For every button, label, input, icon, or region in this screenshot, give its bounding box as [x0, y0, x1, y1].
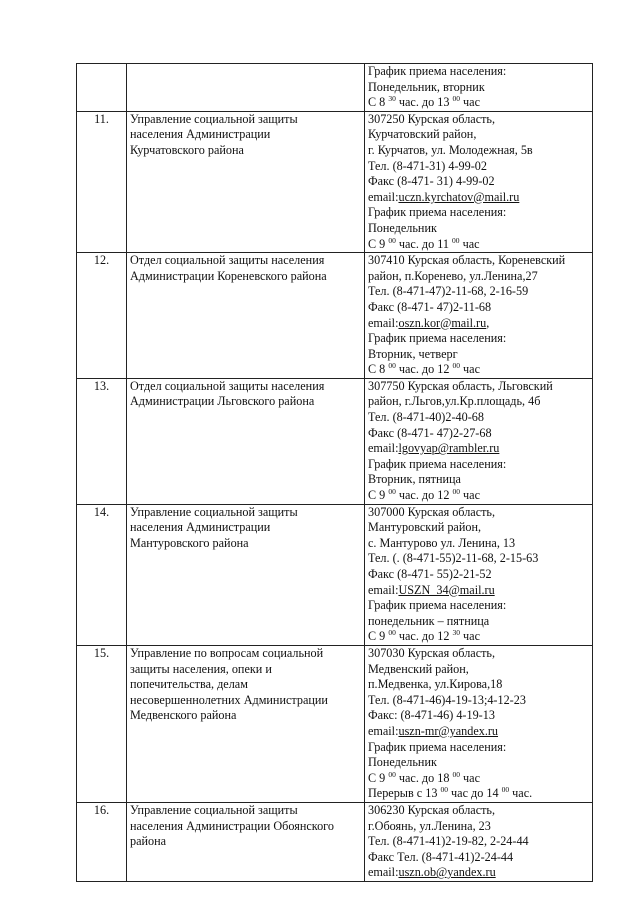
- contact-info-text: email:: [368, 315, 399, 330]
- table-row: [77, 378, 593, 504]
- contact-info-line: Вторник, четверг: [368, 346, 458, 361]
- contact-info-line: [368, 786, 589, 802]
- contact-info-text: email:: [368, 582, 399, 597]
- organization-name-line: района: [130, 834, 167, 849]
- contact-info-line: Тел. (8-471-47)2-11-68, 2-16-59: [368, 284, 529, 299]
- contact-info-line: [368, 629, 589, 645]
- contact-info-line: График приема населения:: [368, 739, 507, 754]
- organization-name-line: населения Администрации Обоянского: [130, 818, 334, 833]
- contact-info-cell: [365, 253, 593, 379]
- time-minutes-superscript: 00: [388, 361, 396, 371]
- contact-info-line: График приема населения:: [368, 598, 507, 613]
- contact-info-text: час. до 12: [395, 362, 453, 377]
- contact-info-cell: [365, 378, 593, 504]
- contact-info-text: С 9: [368, 236, 389, 251]
- email-link[interactable]: uczn.kyrchatov@mail.ru: [398, 189, 520, 204]
- time-minutes-superscript: 00: [388, 628, 396, 638]
- row-number: 14.: [77, 504, 127, 645]
- contact-info-line: Тел. (. (8-471-55)2-11-68, 2-15-63: [368, 551, 539, 566]
- contact-info-text: Перерыв с 13: [368, 786, 441, 801]
- organization-name-line: населения Администрации: [130, 520, 271, 535]
- organization-name-line: Управление социальной защиты: [130, 802, 298, 817]
- organization-name-line: Управление по вопросам социальной: [130, 645, 324, 660]
- row-number: 12.: [77, 253, 127, 379]
- organization-cell: [127, 645, 365, 802]
- contact-info-line: Понедельник, вторник: [368, 79, 485, 94]
- contact-info-line: График приема населения:: [368, 64, 507, 78]
- contact-info-line: Тел. (8-471-31) 4-99-02: [368, 158, 487, 173]
- table-row: [77, 504, 593, 645]
- contact-info-cell: [365, 802, 593, 881]
- contact-info-text: час.: [509, 786, 533, 801]
- contact-info-line: График приема населения:: [368, 205, 507, 220]
- contact-info-line: Курчатовский район,: [368, 127, 477, 142]
- contact-info-text: час: [460, 488, 480, 503]
- row-number: 13.: [77, 378, 127, 504]
- contact-info-line: 307000 Курская область,: [368, 504, 496, 519]
- time-minutes-superscript: 30: [452, 628, 460, 638]
- organization-name-line: населения Администрации: [130, 127, 271, 142]
- contact-info-line: Понедельник: [368, 220, 437, 235]
- organization-cell: [127, 253, 365, 379]
- contact-info-text: С 9: [368, 770, 389, 785]
- contact-info-text: email:: [368, 189, 399, 204]
- organization-cell: [127, 378, 365, 504]
- contact-info-line: [368, 316, 589, 332]
- time-minutes-superscript: 00: [440, 785, 448, 795]
- organization-name-line: защиты населения, опеки и: [130, 661, 272, 676]
- contact-info-text: С 8: [368, 95, 389, 110]
- table-row: [77, 802, 593, 881]
- contact-info-line: Факс (8-471- 47)2-11-68: [368, 299, 492, 314]
- time-minutes-superscript: 00: [501, 785, 510, 795]
- organization-name-line: Администрации Кореневского района: [130, 268, 327, 283]
- email-link[interactable]: uszn.ob@yandex.ru: [398, 865, 496, 880]
- contact-info-line: [368, 488, 589, 504]
- organization-name-line: несовершеннолетних Администрации: [130, 692, 328, 707]
- organization-name-line: Курчатовского района: [130, 142, 244, 157]
- contact-info-line: Факс (8-471- 55)2-21-52: [368, 567, 492, 581]
- table-row: [77, 111, 593, 252]
- contact-info-text: час. до 12: [395, 488, 453, 503]
- contact-info-text: час. до 18: [395, 770, 453, 785]
- contact-info-text: час: [460, 770, 480, 785]
- organization-name-line: Управление социальной защиты: [130, 504, 298, 519]
- contact-info-text: ,: [486, 315, 490, 330]
- contact-info-text: С 9: [368, 488, 389, 503]
- organization-cell: [127, 64, 365, 112]
- contact-info-text: час до 14: [448, 786, 502, 801]
- contact-info-line: График приема населения:: [368, 331, 507, 346]
- contact-info-line: 307410 Курская область, Кореневский: [368, 253, 566, 268]
- email-link[interactable]: USZN_34@mail.ru: [398, 582, 495, 597]
- contact-info-text: email:: [368, 723, 399, 738]
- time-minutes-superscript: 00: [452, 361, 460, 371]
- contact-info-line: Тел. (8-471-41)2-19-82, 2-24-44: [368, 834, 529, 849]
- organization-name-line: Управление социальной защиты: [130, 111, 298, 126]
- organization-name-line: Отдел социальной защиты населения: [130, 378, 325, 393]
- contact-info-line: Факс: (8-471-46) 4-19-13: [368, 708, 495, 723]
- contact-info-line: понедельник – пятница: [368, 613, 490, 628]
- contact-info-text: час: [460, 95, 480, 110]
- contact-info-text: С 8: [368, 362, 389, 377]
- contact-info-line: [368, 771, 589, 787]
- table-row: [77, 64, 593, 112]
- contact-info-text: email:: [368, 441, 399, 456]
- contact-info-line: [368, 865, 589, 881]
- contact-info-line: Понедельник: [368, 755, 437, 770]
- contact-info-line: Факс Тел. (8-471-41)2-24-44: [368, 849, 514, 864]
- contact-info-cell: [365, 111, 593, 252]
- contact-info-line: Мантуровский район,: [368, 520, 482, 535]
- contact-info-text: час: [459, 236, 480, 251]
- contact-info-line: Тел. (8-471-40)2-40-68: [368, 410, 484, 425]
- contact-info-line: Факс (8-471- 31) 4-99-02: [368, 174, 495, 189]
- contact-info-text: час: [460, 629, 480, 644]
- contact-info-line: с. Мантурово ул. Ленина, 13: [368, 535, 516, 550]
- contact-info-line: Вторник, пятница: [368, 472, 461, 487]
- time-minutes-superscript: 30: [388, 94, 396, 104]
- organization-name-line: попечительства, делам: [130, 677, 248, 692]
- contact-info-line: Медвенский район,: [368, 661, 469, 676]
- time-minutes-superscript: 00: [452, 769, 460, 779]
- contact-info-line: [368, 95, 589, 111]
- row-number: 11.: [77, 111, 127, 252]
- organization-cell: [127, 802, 365, 881]
- contact-info-text: email:: [368, 865, 399, 880]
- time-minutes-superscript: 00: [452, 235, 460, 245]
- table-row: [77, 253, 593, 379]
- row-number: 16.: [77, 802, 127, 881]
- contact-info-line: Тел. (8-471-46)4-19-13;4-12-23: [368, 692, 526, 707]
- time-minutes-superscript: 00: [452, 486, 460, 496]
- contact-info-line: Факс (8-471- 47)2-27-68: [368, 425, 492, 440]
- contact-info-line: [368, 190, 589, 206]
- time-minutes-superscript: 00: [388, 769, 396, 779]
- contact-info-text: час. до 11: [395, 236, 453, 251]
- contact-info-text: час. до 12: [395, 629, 453, 644]
- contact-info-line: 307030 Курская область,: [368, 645, 496, 660]
- contact-info-line: 306230 Курская область,: [368, 802, 496, 817]
- contact-info-line: [368, 362, 589, 378]
- contact-info-line: район, г.Льгов,ул.Кр.площадь, 4б: [368, 394, 541, 409]
- contacts-table-body: [77, 64, 593, 882]
- contact-info-line: г. Курчатов, ул. Молодежная, 5в: [368, 142, 533, 157]
- contact-info-text: час: [460, 362, 480, 377]
- organization-cell: [127, 504, 365, 645]
- email-link[interactable]: oszn.kor@mail.ru: [398, 315, 487, 330]
- row-number: [77, 64, 127, 112]
- table-row: [77, 645, 593, 802]
- email-link[interactable]: lgovyap@rambler.ru: [398, 441, 500, 456]
- contact-info-cell: [365, 64, 593, 112]
- email-link[interactable]: uszn-mr@yandex.ru: [398, 723, 499, 738]
- contact-info-text: час. до 13: [395, 95, 453, 110]
- organization-name-line: Администрации Льговского района: [130, 394, 315, 409]
- contact-info-line: [368, 724, 589, 740]
- contact-info-line: район, п.Коренево, ул.Ленина,27: [368, 268, 538, 283]
- time-minutes-superscript: 00: [388, 235, 396, 245]
- contact-info-line: [368, 583, 589, 599]
- contacts-table: [76, 63, 593, 882]
- contact-info-line: п.Медвенка, ул.Кирова,18: [368, 677, 503, 692]
- contact-info-line: [368, 237, 589, 253]
- contact-info-cell: [365, 504, 593, 645]
- contact-info-line: 307250 Курская область,: [368, 111, 496, 126]
- contact-info-line: График приема населения:: [368, 456, 507, 471]
- contact-info-line: 307750 Курская область, Льговский: [368, 378, 553, 393]
- time-minutes-superscript: 00: [452, 94, 460, 104]
- time-minutes-superscript: 00: [388, 486, 396, 496]
- contact-info-line: г.Обоянь, ул.Ленина, 23: [368, 818, 491, 833]
- contact-info-text: С 9: [368, 629, 389, 644]
- row-number: 15.: [77, 645, 127, 802]
- contact-info-line: [368, 441, 589, 457]
- organization-name-line: Мантуровского района: [130, 535, 249, 550]
- organization-cell: [127, 111, 365, 252]
- contact-info-cell: [365, 645, 593, 802]
- organization-name-line: Медвенского района: [130, 708, 237, 723]
- organization-name-line: Отдел социальной защиты населения: [130, 253, 325, 268]
